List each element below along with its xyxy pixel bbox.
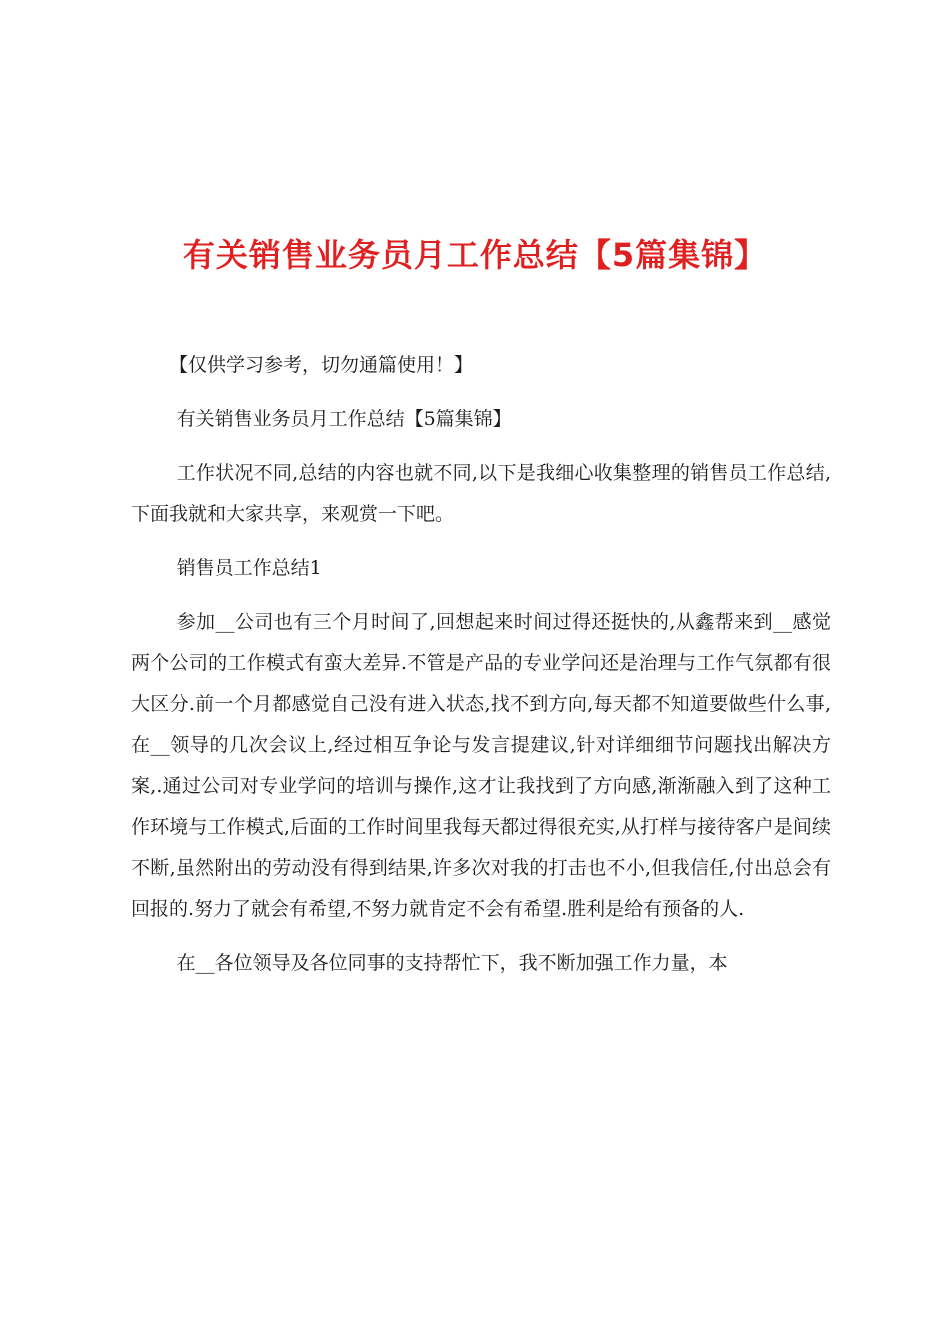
repeated-title: 有关销售业务员月工作总结【5篇集锦】 [176,408,512,430]
body-paragraph: 在__各位领导及各位同事的支持帮忙下，我不断加强工作力量，本 [176,952,728,974]
document-title: 有关销售业务员月工作总结【5篇集锦】 [182,236,768,275]
section-heading: 销售员工作总结1 [176,557,322,579]
intro-paragraph: 工作状况不同,总结的内容也就不同,以下是我细心收集整理的销售员工作总结,下面我就和大家共享，来观赏一下吧。 [131,462,831,525]
body-paragraph: 参加__公司也有三个月时间了,回想起来时间过得还挺快的,从鑫帮来到__感觉两个公司的工作模式有蛮大差异.不管是产品的专业学问还是治理与工作气氛都有很大区分.前一个月都感觉自己没有进入状态,找不到方向,每天都不知道要做些什么事,在__领导的几次会议上,经过相互争论与发言提建议,针对详细细节问题找出解决方案,.通过公司对专业学问的培训与操作,这才让我找到了方向感,渐渐融入到了这种工作环境与工作模式,后面的工作时间里我每天都过得很充实,从打样与接待客户是间续不断,虽然附出的劳动没有得到结果,许多次对我的打击也不小,但我信任,付出总会有回报的.努力了就会有希望,不努力就肯定不会有希望.胜利是给有预备的人. [131,611,831,920]
document-body [131,345,831,997]
usage-notice: 【仅供学习参考，切勿通篇使用！】 [169,354,474,376]
